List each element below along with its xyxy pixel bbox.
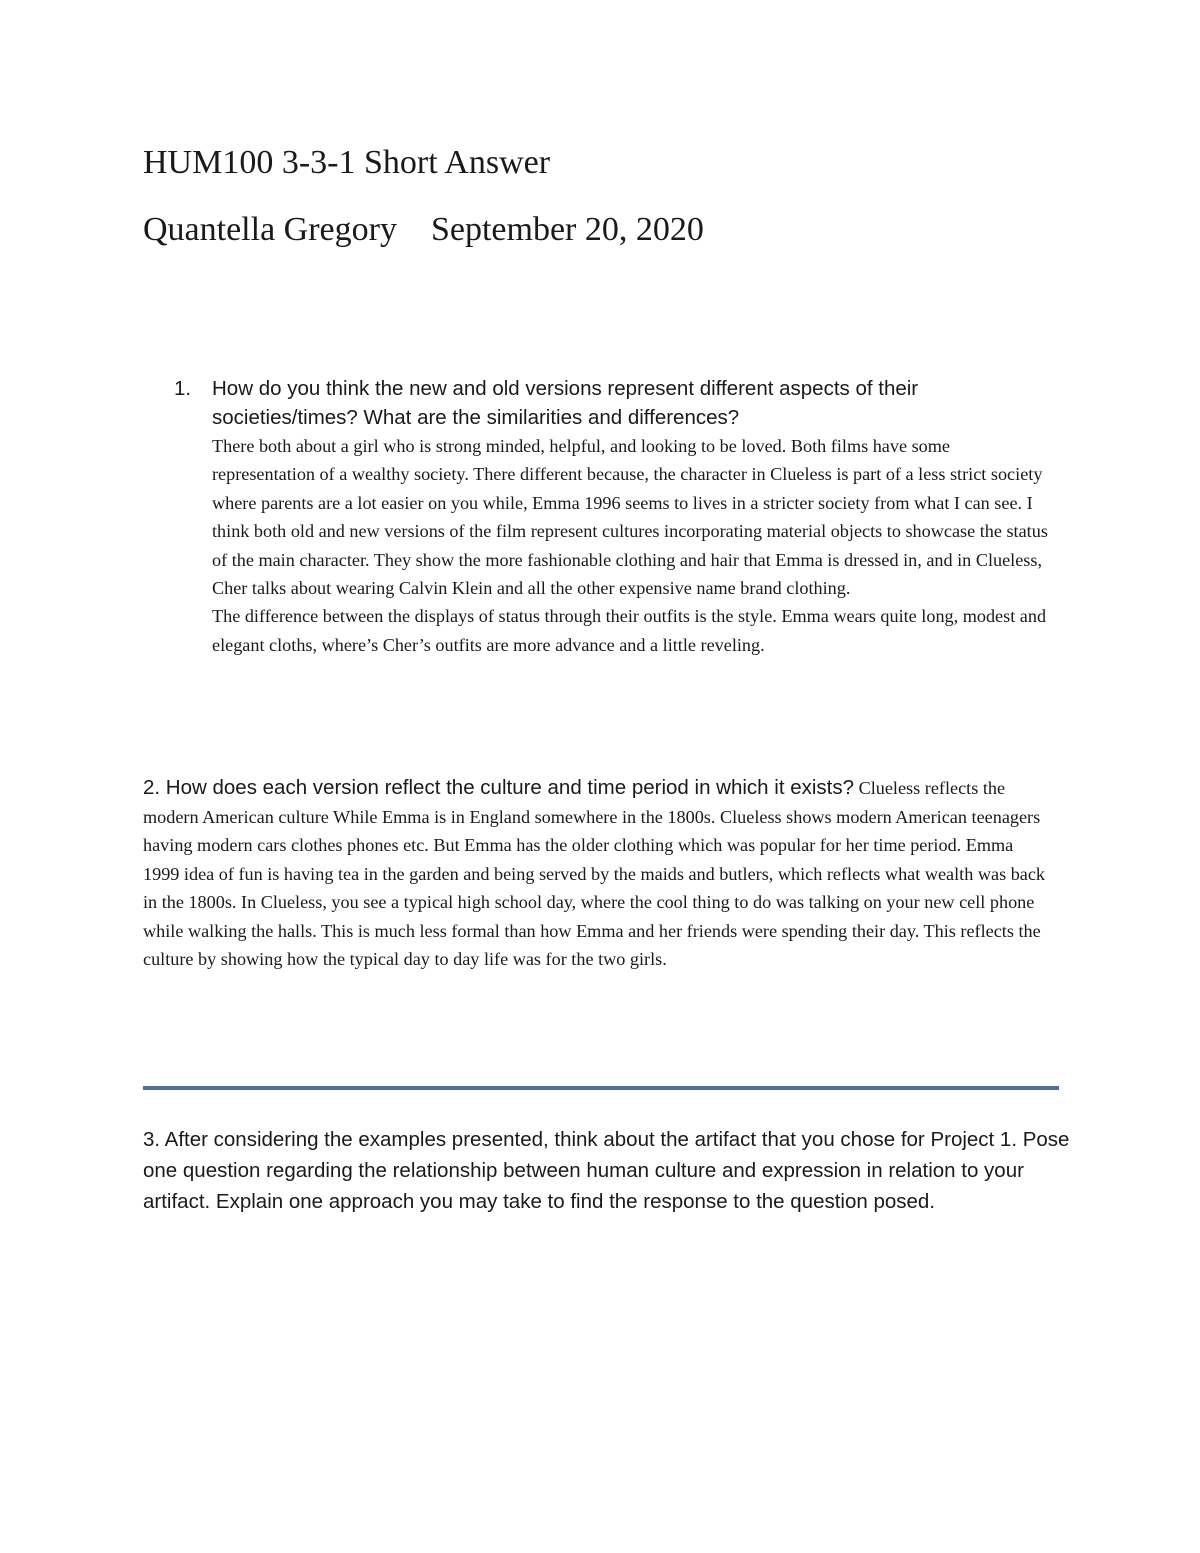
document-title: HUM100 3-3-1 Short Answer	[143, 144, 551, 181]
question-1-answer-paragraph-2: The difference between the displays of status through their outfits is the style. Emma wears quite long, modest and elegant cloths, where’s Cher’s outfits are more advance and a little reveling.	[212, 606, 1047, 655]
author-name: Quantella Gregory	[143, 211, 397, 248]
document-date: September 20, 2020	[430, 211, 704, 248]
question-1-block	[174, 374, 1054, 659]
question-1-text: How do you think the new and old versions represent different aspects of their societies/times? What are the similarities and differences?	[212, 377, 919, 429]
question-1-number: 1.	[174, 377, 192, 400]
question-2-text: 2. How does each version reflect the culture and time period in which it exists?	[143, 776, 855, 799]
author-date-line	[143, 210, 704, 250]
question-2-block	[143, 774, 1053, 974]
question-1-answer-paragraph-1: There both about a girl who is strong minded, helpful, and looking to be loved. Both films have some representation of a wealthy society. There different because, the character in Clueless is part of a less strict society where parents are a lot easier on you while, Emma 1996 seems to lives in a stricter society from what I can see. I think both old and new versions of the film represent cultures incorporating material objects to showcase the status of the main character. They show the more fashionable clothing and hair that Emma is dressed in, and in Clueless, Cher talks about wearing Calvin Klein and all the other expensive name brand clothing.	[212, 436, 1048, 599]
question-3-text: 3. After considering the examples presented, think about the artifact that you chose for Project 1. Pose one question regarding the relationship between human culture and expression in relation to your artifact. Explain one approach you may take to find the response to the question posed.	[143, 1128, 1070, 1213]
horizontal-divider	[143, 1086, 1059, 1090]
question-2-answer: Clueless reflects the modern American culture While Emma is in England somewhere in the 1800s. Clueless shows modern American teenagers having modern cars clothes phones etc. But Emma has the older clothing which was popular for her time period. Emma 1999 idea of fun is having tea in the garden and being served by the maids and butlers, which reflects what wealth was back in the 1800s. In Clueless, you see a typical high school day, where the cool thing to do was talking on your new cell phone while walking the halls. This is much less formal than how Emma and her friends were spending their day. This reflects the culture by showing how the typical day to day life was for the two girls.	[143, 778, 1046, 969]
question-1-answer	[212, 432, 1054, 659]
